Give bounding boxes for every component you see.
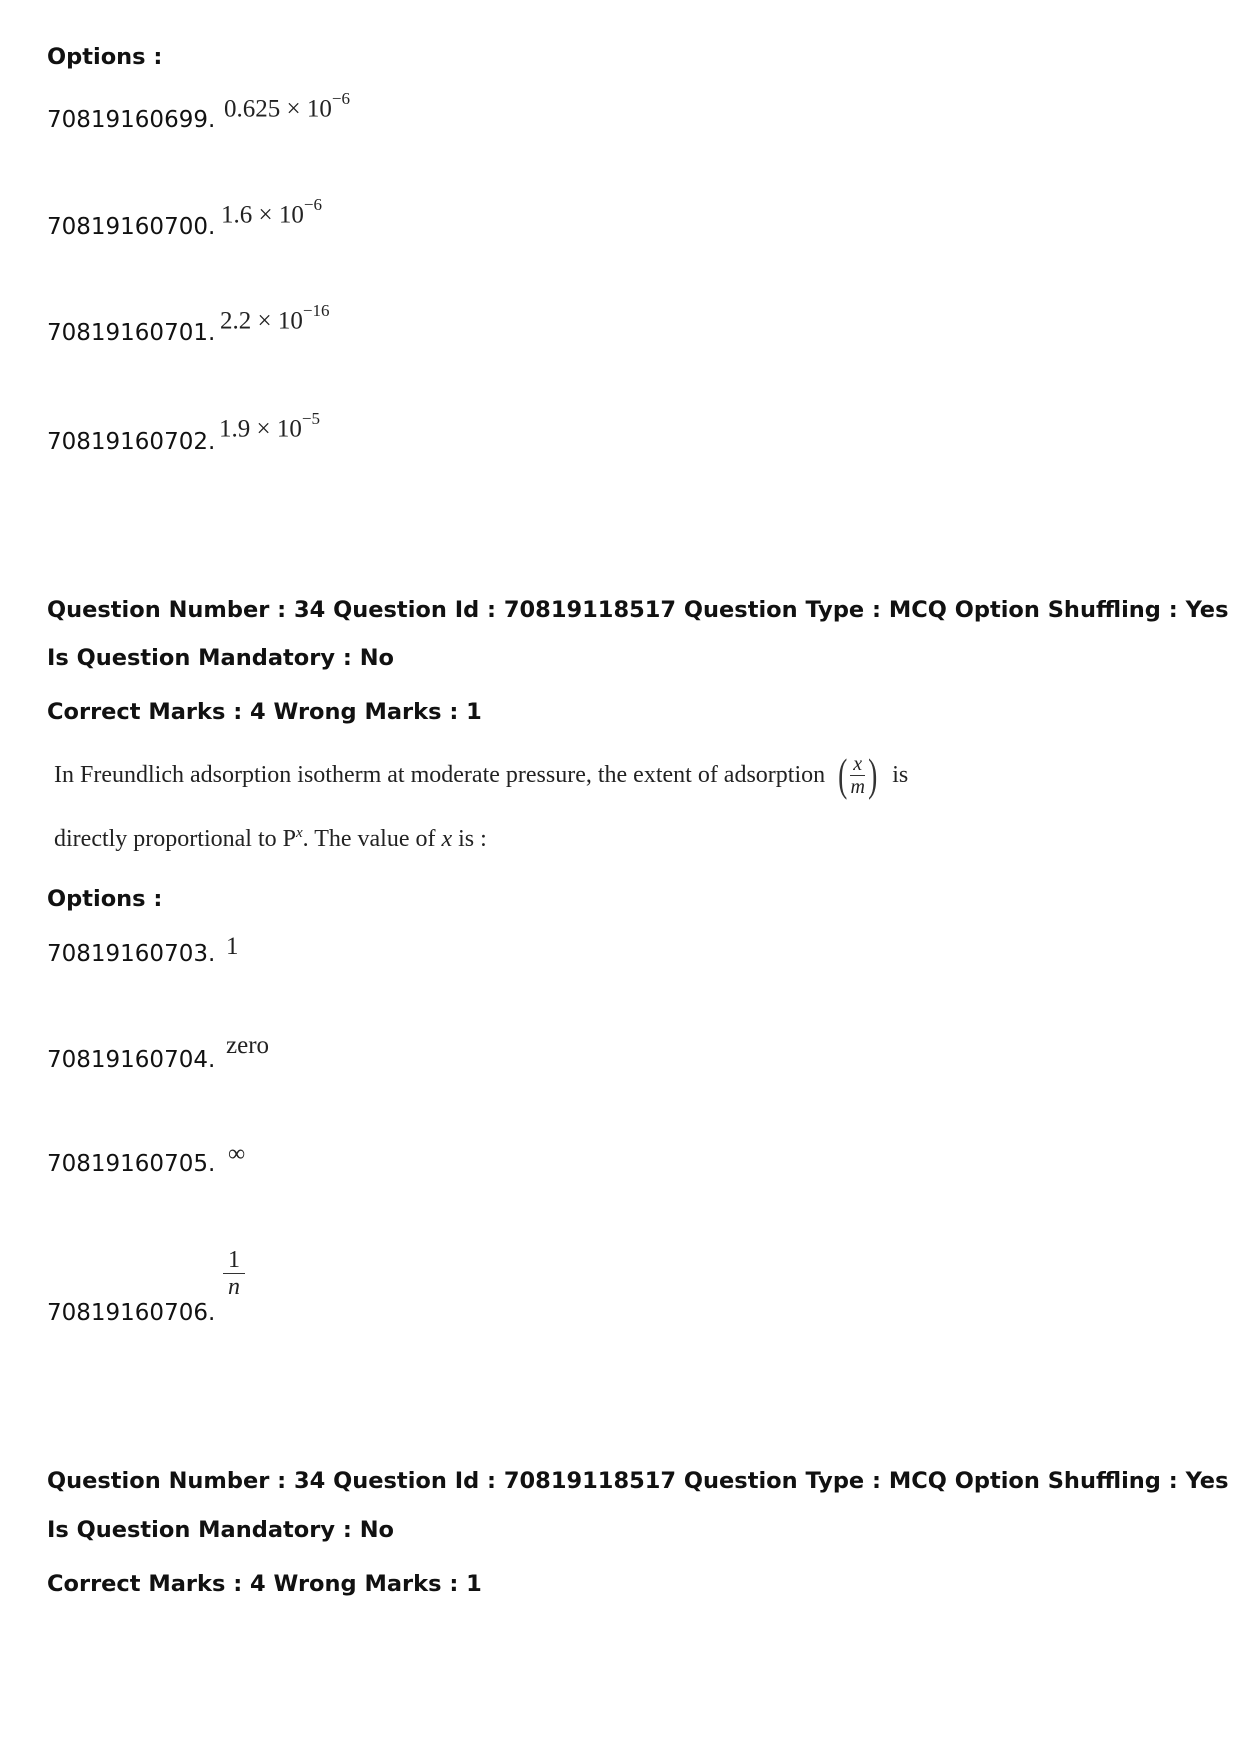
- option-value-fraction: $\frac{1}{n}$: [223, 1247, 245, 1301]
- option-id: 70819160706.: [47, 1300, 216, 1326]
- question-marks: Correct Marks : 4 Wrong Marks : 1: [47, 699, 482, 725]
- option-id: 70819160700.: [47, 214, 216, 240]
- question-header: Question Number : 34 Question Id : 70819118517 Question Type : MCQ Option Shuffling : Yes: [47, 1468, 1229, 1494]
- option-value: $1.6 \times 10^{-6}$: [221, 195, 322, 229]
- option-value: zero: [226, 1032, 270, 1059]
- options-label: Options :: [47, 886, 163, 912]
- option-value: ∞: [228, 1141, 246, 1167]
- question-marks: Correct Marks : 4 Wrong Marks : 1: [47, 1571, 482, 1597]
- option-id: 70819160705.: [47, 1151, 216, 1177]
- question-text-line1: [54, 749, 909, 800]
- question-text: is: [892, 761, 909, 788]
- option-id: 70819160703.: [47, 941, 216, 967]
- option-value: $1.9 \times 10^{-5}$: [219, 409, 320, 443]
- question-mandatory: Is Question Mandatory : No: [47, 645, 394, 671]
- option-id: 70819160702.: [47, 429, 216, 455]
- question-text: In Freundlich adsorption isotherm at moderate pressure, the extent of adsorption: [54, 761, 826, 788]
- question-text-line2: directly proportional to $P^x$. The value of x is :: [54, 825, 487, 852]
- option-id: 70819160699.: [47, 107, 216, 133]
- question-header: Question Number : 34 Question Id : 70819118517 Question Type : MCQ Option Shuffling : Yes: [47, 597, 1229, 623]
- option-id: 70819160704.: [47, 1047, 216, 1073]
- option-value: 1: [226, 933, 239, 960]
- fraction-x-over-m: ( $\frac{x}{m}$ ): [838, 749, 878, 800]
- question-mandatory: Is Question Mandatory : No: [47, 1517, 394, 1543]
- options-label: Options :: [47, 44, 163, 70]
- option-id: 70819160701.: [47, 320, 216, 346]
- option-value: $0.625 \times 10^{-6}$: [224, 89, 350, 123]
- option-value: $2.2 \times 10^{-16}$: [220, 301, 330, 335]
